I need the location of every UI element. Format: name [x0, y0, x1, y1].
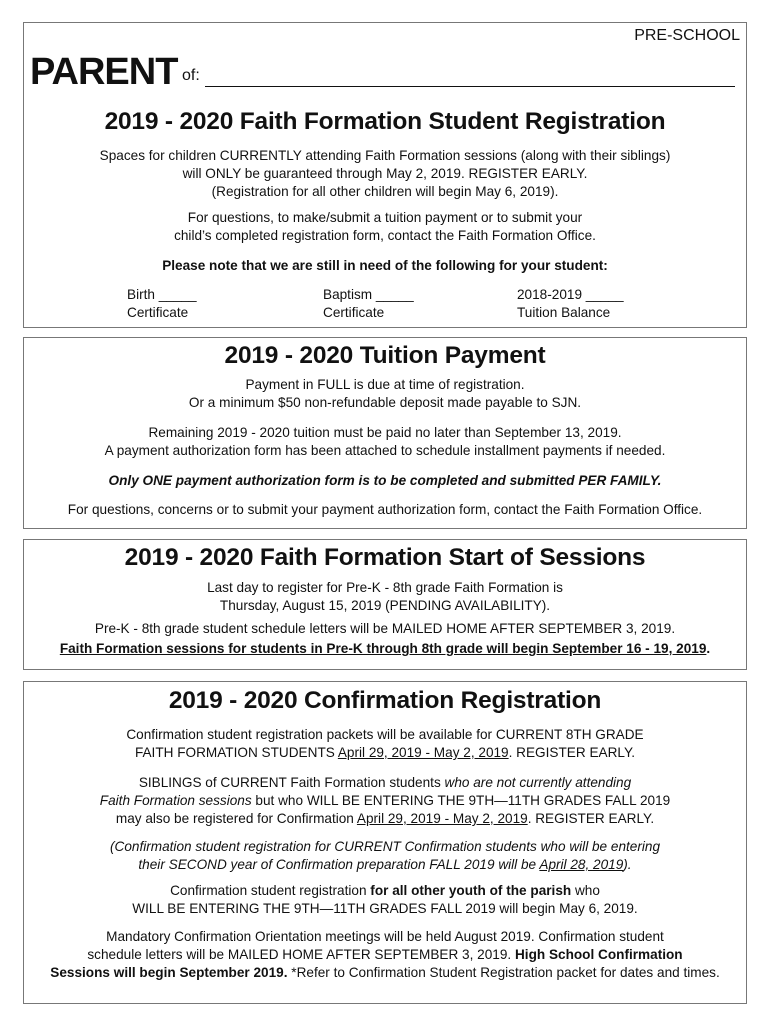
confirmation-paragraph-4: Confirmation student registration for all other youth of the parish who WILL BE ENTERING THE 9TH—11TH GRADES FALL 2019 will begin May 6, 2019.	[132, 883, 638, 916]
need-tuition-balance: 2018-2019 _____ Tuition Balance	[517, 287, 624, 320]
tuition-title: 2019 - 2020 Tuition Payment	[224, 342, 546, 369]
registration-section	[23, 22, 747, 328]
start-paragraph-2: Pre-K - 8th grade student schedule letters will be MAILED HOME AFTER SEPTEMBER 3, 2019.	[94, 621, 676, 636]
confirmation-paragraph-1: Confirmation student registration packets will be available for CURRENT 8TH GRADE FAITH FORMATION STUDENTS April 29, 2019 - May 2, 2019. REGISTER EARLY.	[126, 727, 644, 760]
parent-name-blank-line[interactable]	[205, 86, 735, 87]
confirmation-section	[23, 681, 747, 1004]
registration-paragraph-2: For questions, to make/submit a tuition payment or to submit your child’s completed registration form, contact the Faith Formation Office.	[174, 210, 596, 243]
confirmation-title: 2019 - 2020 Confirmation Registration	[168, 687, 602, 714]
registration-title: 2019 - 2020 Faith Formation Student Registration	[104, 108, 666, 135]
registration-paragraph-1: Spaces for children CURRENTLY attending Faith Formation sessions (along with their siblings) will ONLY be guaranteed through May 2, 2019. REGISTER EARLY. (Registration for all other children will begin May 6, 2019).	[99, 148, 671, 199]
tuition-paragraph-1: Payment in FULL is due at time of registration. Or a minimum $50 non-refundable deposit made payable to SJN.	[188, 377, 582, 410]
parent-of-label: of:	[182, 67, 200, 84]
tuition-one-form-note: Only ONE payment authorization form is to be completed and submitted PER FAMILY.	[108, 473, 662, 488]
confirmation-paragraph-3: (Confirmation student registration for CURRENT Confirmation students who will be entering their SECOND year of Confirmation preparation FALL 2019 will be April 28, 2019).	[109, 839, 661, 872]
start-title: 2019 - 2020 Faith Formation Start of Sessions	[124, 544, 646, 571]
confirmation-paragraph-2: SIBLINGS of CURRENT Faith Formation students who are not currently attending Faith Formation sessions but who WILL BE ENTERING THE 9TH—11TH GRADES FALL 2019 may also be registered for Confirmation April 29, 2019 - May 2, 2019. REGISTER EARLY.	[99, 775, 671, 826]
start-of-sessions-section	[23, 539, 747, 670]
tuition-section	[23, 337, 747, 529]
need-baptism-certificate: Baptism _____ Certificate	[323, 287, 414, 320]
tuition-contact-note: For questions, concerns or to submit your payment authorization form, contact the Faith Formation Office.	[67, 502, 703, 517]
start-sessions-dates: Faith Formation sessions for students in Pre-K through 8th grade will begin September 16 - 19, 2019.	[59, 641, 711, 656]
confirmation-paragraph-5: Mandatory Confirmation Orientation meetings will be held August 2019. Confirmation student schedule letters will be MAILED HOME AFTER SEPTEMBER 3, 2019. High School Confirmation Sessions will begin September 2019. *Refer to Confirmation Student Registration packet for dates and times.	[50, 929, 720, 980]
parent-heading: PARENT	[30, 51, 178, 93]
parent-name-row	[30, 51, 735, 91]
grade-level-label: PRE-SCHOOL	[634, 27, 740, 44]
need-birth-certificate: Birth _____ Certificate	[127, 287, 197, 320]
needs-note: Please note that we are still in need of the following for your student:	[162, 258, 608, 273]
tuition-paragraph-2: Remaining 2019 - 2020 tuition must be paid no later than September 13, 2019. A payment authorization form has been attached to schedule installment payments if needed.	[104, 425, 666, 458]
start-paragraph-1: Last day to register for Pre-K - 8th grade Faith Formation is Thursday, August 15, 2019 (PENDING AVAILABILITY).	[207, 580, 563, 613]
